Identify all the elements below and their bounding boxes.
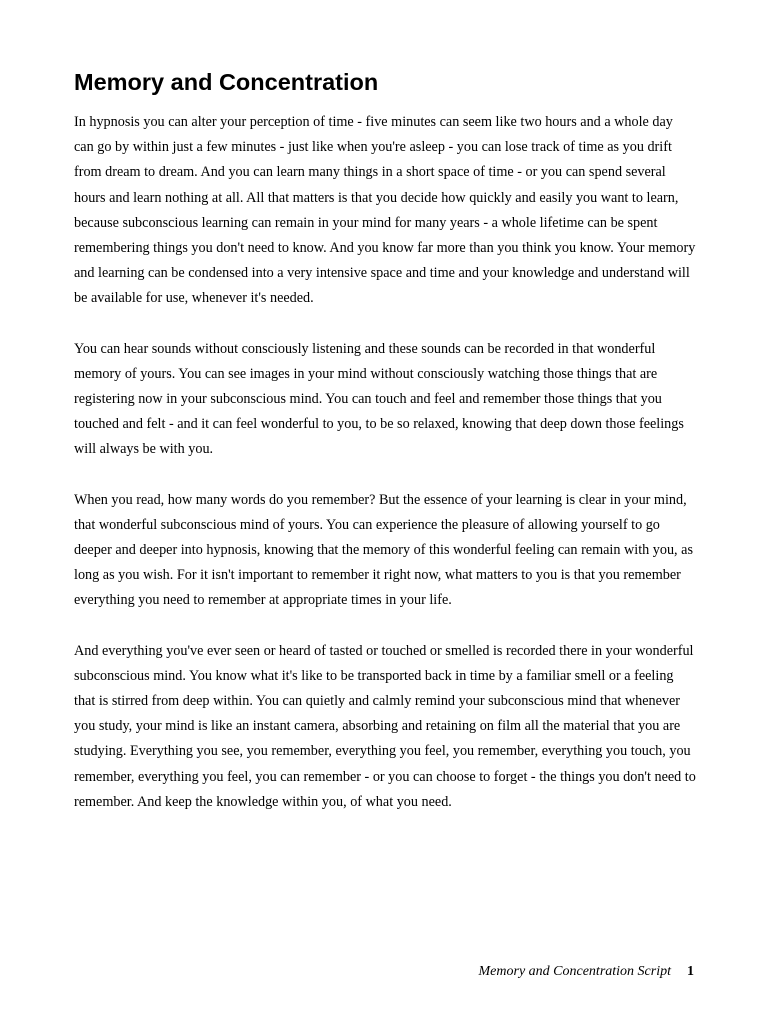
document-body: [74, 110, 696, 840]
page-footer: [479, 960, 694, 984]
document-title: Memory and Concentration: [74, 69, 379, 95]
paragraph-3: When you read, how many words do you remember? But the essence of your learning is clear in your mind, that wonderful subconscious mind of yours. You can experience the pleasure of allowing yourself to go deeper and deeper into hypnosis, knowing that the memory of this wonderful feeling can remain with you, as long as you wish. For it isn't important to remember it right now, what matters to you is that you remember everything you need to remember at appropriate times in your life.: [74, 491, 693, 609]
paragraph-2: You can hear sounds without consciously listening and these sounds can be recorded in that wonderful memory of yours. You can see images in your mind without consciously watching those things that are registering now in your subconscious mind. You can touch and feel and remember those things that you touched and felt - and it can feel wonderful to you, to be so relaxed, knowing that deep down those feelings will always be with you.: [74, 340, 684, 458]
page-number: 1: [687, 964, 694, 979]
paragraph-4: And everything you've ever seen or heard of tasted or touched or smelled is recorded there in your wonderful subconscious mind. You know what it's like to be transported back in time by a familiar smell or a feeling that is stirred from deep within. You can quietly and calmly remind your subconscious mind that whenever you study, your mind is like an instant camera, absorbing and retaining on film all the material that you are studying. Everything you see, you remember, everything you feel, you remember, everything you touch, you remember, everything you feel, you can remember - or you can choose to forget - the things you don't need to remember. And keep the knowledge within you, of what you need.: [74, 642, 696, 810]
footer-title: Memory and Concentration Script: [478, 964, 671, 979]
paragraph-1: In hypnosis you can alter your perception of time - five minutes can seem like two hours and a whole day can go by within just a few minutes - just like when you're asleep - you can lose track of time as you drift from dream to dream. And you can learn many things in a short space of time - or you can spend several hours and learn nothing at all. All that matters is that you decide how quickly and easily you want to learn, because subconscious learning can remain in your mind for many years - a whole lifetime can be spent remembering things you don't need to know. And you know far more than you think you know. Your memory and learning can be condensed into a very intensive space and time and your knowledge and understand will be available for use, whenever it's needed.: [74, 114, 696, 307]
